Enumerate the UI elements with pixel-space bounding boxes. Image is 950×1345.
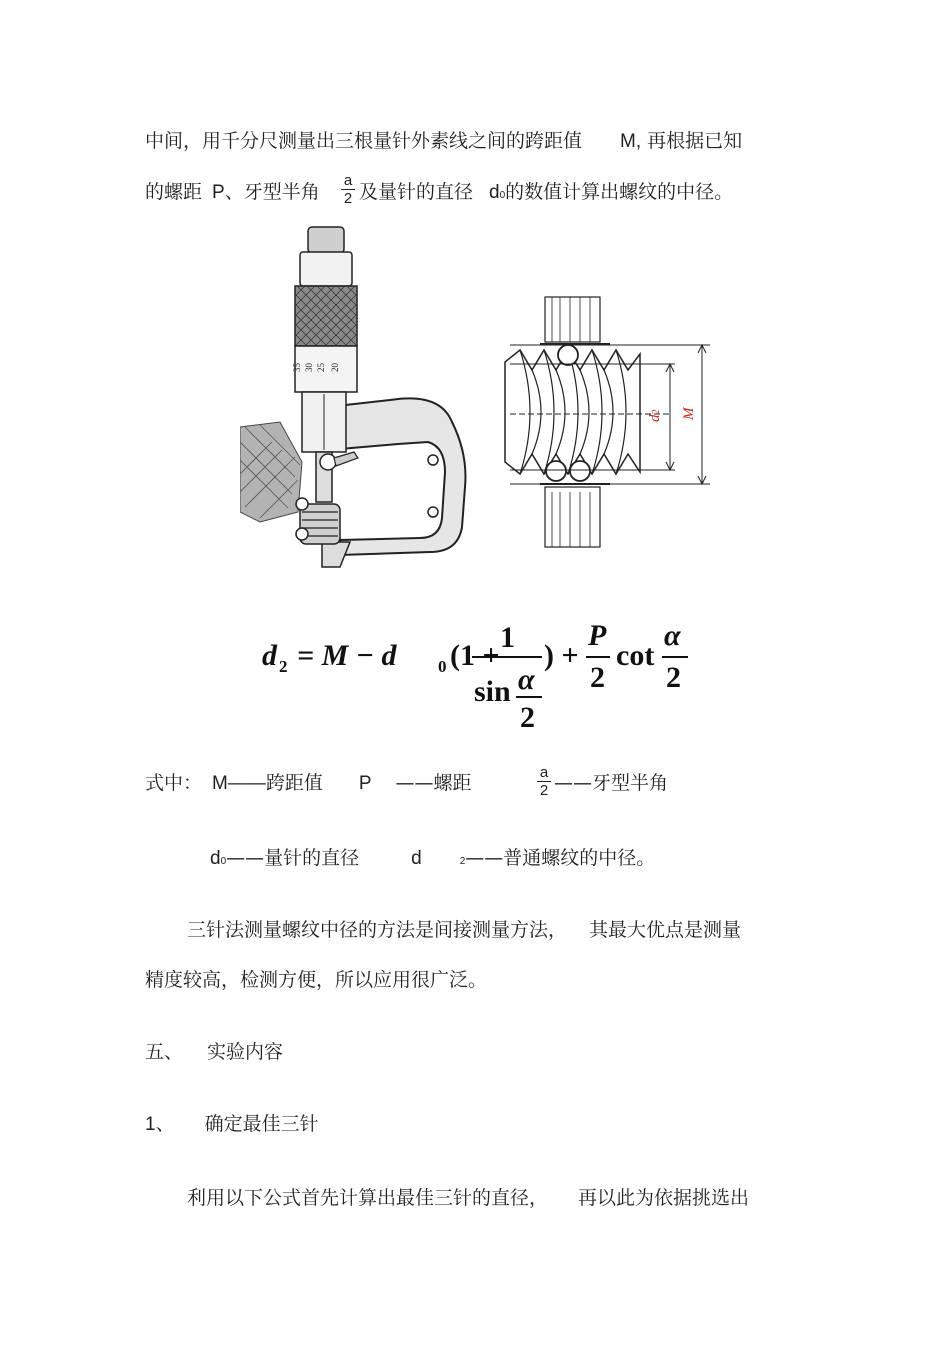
fraction-denominator: 2 [343,190,353,207]
para2-line1-text-b: 其最大优点是测量 [589,919,742,941]
scale-mark-30: 30 [304,363,314,372]
para1-line1-text-b: 再根据已知 [647,130,743,152]
label-M: M [681,407,697,420]
legend-P-text: ——螺距 [395,772,472,794]
para3-line1 [187,1186,749,1210]
para2-line2: 精度较高，检测方便，所以应用很广泛。 [145,969,488,991]
wire-top [558,345,578,365]
scale-mark-20: 20 [330,363,340,372]
section5-heading [145,1040,283,1064]
wire-bottom-right [570,461,590,481]
item1-number: 1、 [145,1114,175,1135]
section5-title: 实验内容 [207,1041,284,1063]
legend-alpha-text: ——牙型半角 [554,772,669,794]
para1-symbol-M: M, [620,131,642,152]
label-d2: d2 [647,409,663,422]
legend-prefix: 式中： [145,772,203,794]
lock-nut [320,454,336,470]
legend-line2 [210,846,655,874]
formula-lhs-sub: 2 [279,657,288,676]
para3-line1-text-b: 再以此为依据挑选出 [578,1187,750,1209]
legend-d2-sub: 2 [459,856,466,867]
thread-cross-section [505,297,710,547]
lower-anvil [545,487,600,547]
micrometer-frame [328,398,465,555]
scale-mark-35: 35 [292,363,302,372]
formula-d0-sub: 0 [438,657,447,676]
fraction-numerator: a [539,764,549,781]
para1-line2-text-a: 的螺距 [145,181,203,203]
para2-line1-text-a: 三针法测量螺纹中径的方法是间接测量方法， [187,919,568,941]
formula-cot: cot [616,639,655,672]
formula-open: (1 + [450,639,500,672]
section5-number: 五、 [145,1041,184,1063]
formula-close: ) + [544,639,579,672]
formula-two-2: 2 [590,661,605,694]
item1-heading [145,1112,319,1137]
formula-P: P [588,619,607,652]
formula-sin: sin [474,675,511,708]
frame-rivet-top [428,455,438,465]
item1-title: 确定最佳三针 [204,1113,319,1135]
formula-lhs: d [262,639,277,672]
formula-alpha-2: α [664,619,681,652]
three-wire-measurement-figure [240,222,710,582]
para1-line1-text-a: 中间，用千分尺测量出三根量针外素线之间的跨距值 [145,130,583,152]
para1-symbol-P: P、 [212,182,244,203]
formula-alpha-1: α [518,663,535,696]
pitch-diameter-formula [250,615,700,740]
para1-line2-cont [359,180,733,208]
legend-d2-text: ——普通螺纹的中径。 [465,847,656,869]
legend-P-symbol: P [358,773,372,794]
fraction-denominator: 2 [539,782,549,799]
legend-alpha-half-fraction [534,764,554,799]
legend-line1 [145,771,472,796]
frame-rivet-bottom [428,507,438,517]
legend-d2-symbol: d [411,848,422,869]
formula-one: 1 [500,621,515,654]
formula-two-3: 2 [666,661,681,694]
scale-mark-25: 25 [316,363,326,372]
para1-line2-text-e: 的数值计算出螺纹的中径。 [505,181,734,203]
para1-symbol-d0: d0 [489,182,506,203]
para1-line2-text-b: 牙型半角 [243,181,320,203]
formula-two-1: 2 [520,701,535,734]
fraction-numerator: a [343,172,353,189]
para1-line2 [145,180,320,205]
legend-d0-text: ——量针的直径 [226,847,360,869]
para1-line1 [145,129,742,154]
para2-line1 [187,918,741,942]
upper-anvil [545,297,600,342]
formula-eq: = M − d [297,639,397,672]
wire-bottom-left [546,461,566,481]
legend-d0-symbol: d0 [210,848,227,869]
para3-line1-text-a: 利用以下公式首先计算出最佳三针的直径， [187,1187,549,1209]
legend-M: M——跨距值 [212,773,323,794]
para1-alpha-half-fraction [338,172,358,207]
para1-line2-text-c: 及量针的直径 [359,181,474,203]
ratchet-knob [308,227,344,253]
